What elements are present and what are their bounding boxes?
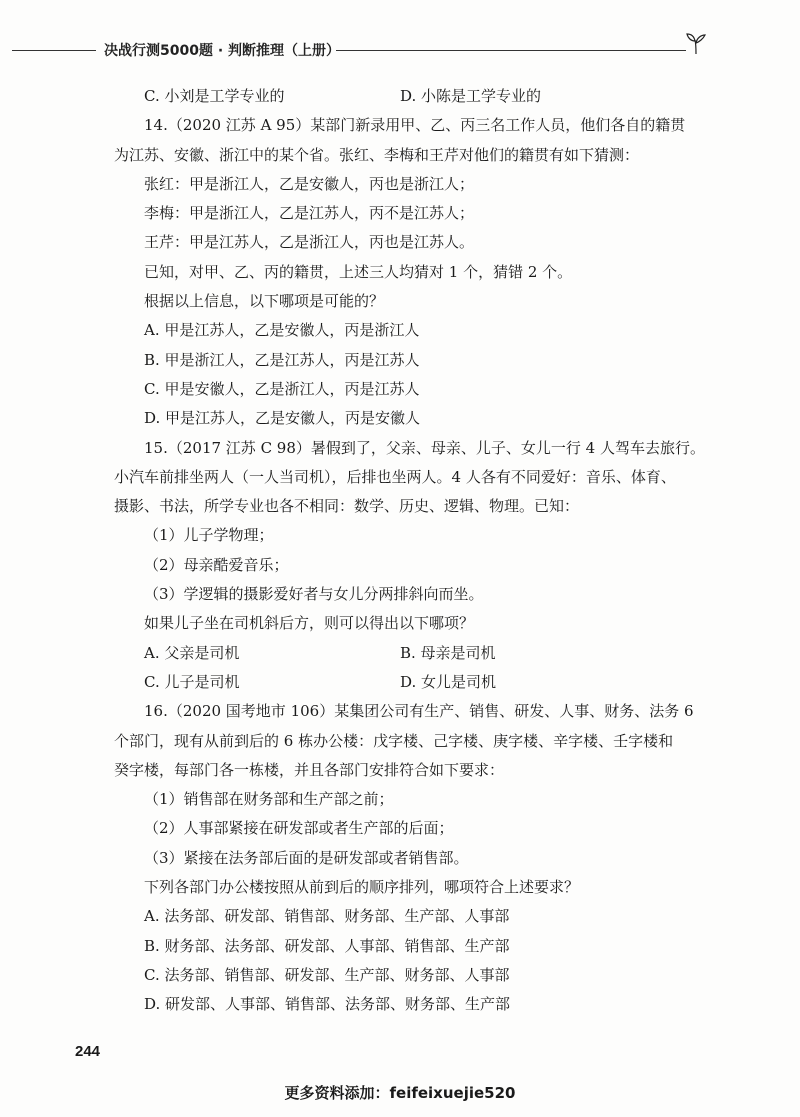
text-line: （2）母亲酷爱音乐； xyxy=(144,555,289,574)
text-line: （1）销售部在财务部和生产部之前； xyxy=(144,790,394,809)
text-line: 张红：甲是浙江人，乙是安徽人，丙也是浙江人； xyxy=(144,174,475,193)
option-text: D. 小陈是工学专业的 xyxy=(400,87,542,105)
text-line: （3）学逻辑的摄影爱好者与女儿分两排斜向而坐。 xyxy=(144,585,484,604)
page-body xyxy=(114,82,705,1020)
running-header xyxy=(0,36,800,66)
header-rule-right xyxy=(336,50,686,51)
footer-note: 更多资料添加：feifeixuejie520 xyxy=(284,1084,516,1102)
text-line: 如果儿子坐在司机斜后方，则可以得出以下哪项？ xyxy=(144,614,475,633)
text-line: A. 甲是江苏人，乙是安徽人，丙是浙江人 xyxy=(144,321,420,340)
text-line: 王芹：甲是江苏人，乙是浙江人，丙也是江苏人。 xyxy=(144,233,475,252)
text-line: 已知，对甲、乙、丙的籍贯，上述三人均猜对 1 个，猜错 2 个。 xyxy=(144,262,573,281)
text-line: D. 研发部、人事部、销售部、法务部、财务部、生产部 xyxy=(144,995,511,1014)
sprout-icon xyxy=(684,32,708,56)
text-line: A. 法务部、研发部、销售部、财务部、生产部、人事部 xyxy=(144,907,510,926)
text-line: D. 甲是江苏人，乙是安徽人，丙是安徽人 xyxy=(144,409,421,428)
text-line: B. 甲是浙江人，乙是江苏人，丙是江苏人 xyxy=(144,350,420,369)
page-number: 244 xyxy=(75,1043,101,1060)
text-line: 根据以上信息，以下哪项是可能的？ xyxy=(144,292,385,311)
text-line: 15.（2017 江苏 C 98）暑假到了，父亲、母亲、儿子、女儿一行 4 人驾车去旅行。 xyxy=(144,438,705,457)
header-rule-left xyxy=(12,50,96,51)
text-line: B. 财务部、法务部、研发部、人事部、销售部、生产部 xyxy=(144,936,510,955)
text-line: 小汽车前排坐两人（一人当司机），后排也坐两人。4 人各有不同爱好：音乐、体育、 xyxy=(114,467,676,486)
text-line: 14.（2020 江苏 A 95）某部门新录用甲、乙、丙三名工作人员，他们各自的籍贯 xyxy=(144,116,686,135)
text-line: 个部门，现有从前到后的 6 栋办公楼：戊字楼、己字楼、庚字楼、辛字楼、壬字楼和 xyxy=(114,731,674,750)
text-line: C. 甲是安徽人，乙是浙江人，丙是江苏人 xyxy=(144,379,420,398)
option-row xyxy=(114,82,694,111)
option-text: A. 父亲是司机 xyxy=(144,643,240,662)
option-text: D. 女儿是司机 xyxy=(400,672,497,691)
option-row xyxy=(114,639,694,668)
text-line: 癸字楼，每部门各一栋楼，并且各部门安排符合如下要求： xyxy=(114,760,505,779)
header-title: 决战行测5000题 · 判断推理（上册） xyxy=(104,43,341,59)
text-line: 李梅：甲是浙江人，乙是江苏人，丙不是江苏人； xyxy=(144,204,475,223)
option-row xyxy=(114,668,694,697)
option-text: C. 儿子是司机 xyxy=(144,672,240,691)
text-line: （2）人事部紧接在研发部或者生产部的后面； xyxy=(144,819,454,838)
text-line: 下列各部门办公楼按照从前到后的顺序排列，哪项符合上述要求？ xyxy=(144,878,580,897)
text-line: 为江苏、安徽、浙江中的某个省。张红、李梅和王芹对他们的籍贯有如下猜测： xyxy=(114,145,640,164)
text-line: （3）紧接在法务部后面的是研发部或者销售部。 xyxy=(144,848,469,867)
text-line: （1）儿子学物理； xyxy=(144,526,274,545)
text-line: 摄影、书法，所学专业也各不相同：数学、历史、逻辑、物理。已知： xyxy=(114,497,580,516)
option-text: C. 小刘是工学专业的 xyxy=(144,87,285,105)
text-line: C. 法务部、销售部、研发部、生产部、财务部、人事部 xyxy=(144,965,510,984)
option-text: B. 母亲是司机 xyxy=(400,643,496,662)
text-line: 16.（2020 国考地市 106）某集团公司有生产、销售、研发、人事、财务、法务 6 xyxy=(144,702,694,721)
